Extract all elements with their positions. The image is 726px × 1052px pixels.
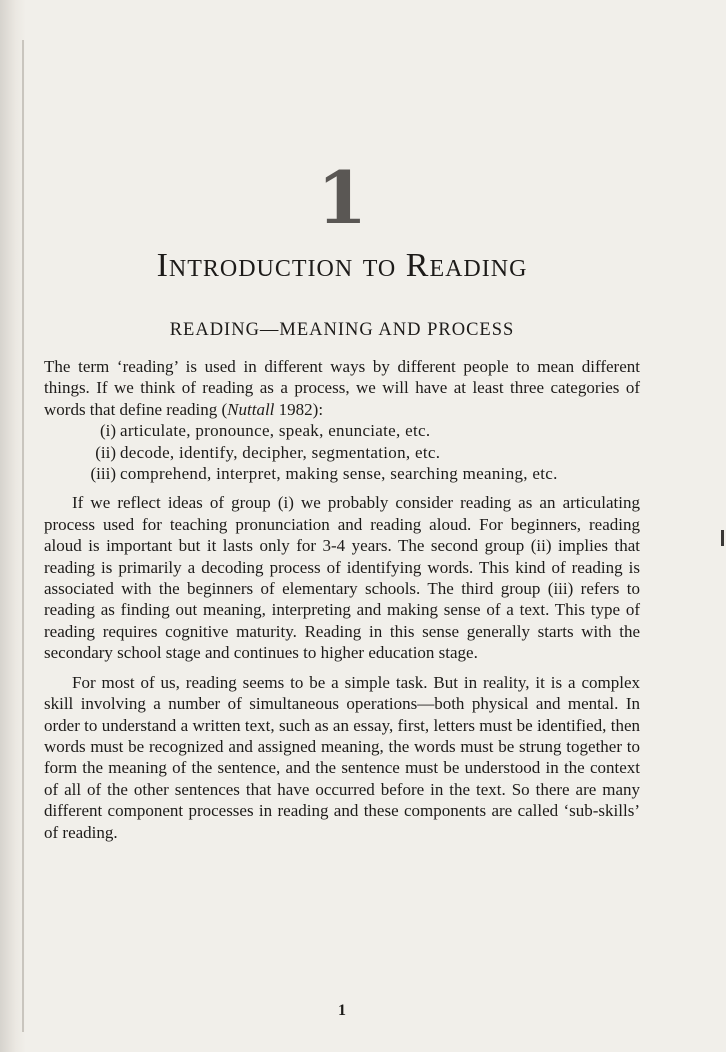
margin-mark — [721, 530, 724, 546]
list-item-text: articulate, pronounce, speak, enunciate, etc. — [120, 421, 431, 441]
intro-paragraph — [44, 356, 640, 420]
citation-year: 1982): — [274, 399, 324, 419]
section-heading: READING—MEANING AND PROCESS — [169, 320, 515, 340]
list-item-number: (ii) — [95, 442, 116, 462]
intro-text: The term ‘reading’ is used in different ways by different people to mean different things. If we think of reading as a process, we will have at least three categories of words that define reading ( — [44, 357, 640, 419]
list-item — [44, 420, 640, 441]
chapter-title: Introduction to Reading — [156, 247, 528, 284]
body-text — [44, 356, 640, 843]
chapter-number: 1 — [316, 155, 368, 240]
paragraph-groups: If we reflect ideas of group (i) we probably consider reading as an articulating process used for teaching pronunciation and reading aloud. For beginners, reading aloud is important but it lasts only for 3-4 years. The second group (ii) implies that reading is primarily a decoding process of identifying words. This kind of reading is associated with the beginners of elementary schools. The third group (iii) refers to reading as finding out meaning, interpreting and making sense of a text. This type of reading requires cognitive maturity. Reading in this sense generally starts with the secondary school stage and continues to higher education stage. — [44, 493, 640, 663]
page-spine-edge — [22, 40, 24, 1032]
paragraph-complexity: For most of us, reading seems to be a simple task. But in reality, it is a complex skill involving a number of simultaneous operations—both physical and mental. In order to understand a written text, such as an essay, first, letters must be identified, then words must be recognized and assigned meaning, the words must be strung together to form the meaning of the sentence, and the sentence must be understood in the context of all of the other sentences that have occurred before in the text. So there are many different component processes in reading and these components are called ‘sub-skills’ of reading. — [44, 672, 640, 842]
list-item-text: comprehend, interpret, making sense, searching meaning, etc. — [120, 464, 558, 484]
list-item-number: (iii) — [90, 464, 116, 484]
list-item-number: (i) — [99, 421, 116, 441]
citation-author: Nuttall — [227, 399, 275, 419]
list-item — [44, 463, 640, 484]
list-item — [44, 442, 640, 463]
definition-list — [44, 420, 640, 484]
page-number: 1 — [338, 1002, 346, 1019]
list-item-text: decode, identify, decipher, segmentation, etc. — [120, 442, 441, 462]
